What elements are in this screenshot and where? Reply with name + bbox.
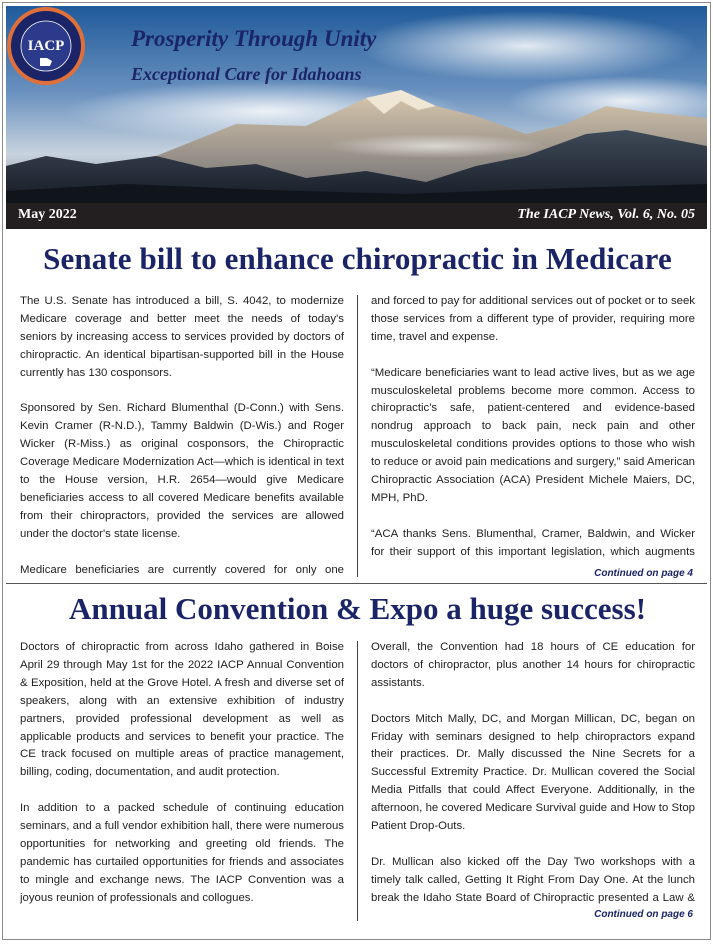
- article-1-headline: Senate bill to enhance chiropractic in Medicare: [43, 241, 672, 276]
- issue-info: [517, 207, 695, 223]
- article-2-column-2: [371, 639, 695, 909]
- column-divider: [357, 641, 358, 921]
- article-2-column-1: [20, 639, 344, 925]
- masthead-banner: [6, 6, 707, 203]
- paragraph: Medicare beneficiaries are currently covered for only one: [20, 563, 344, 576]
- issue-date: May 2022: [18, 207, 77, 222]
- paragraph: “ACA thanks Sens. Blumenthal, Cramer, Baldwin, and Wicker for their support of this important legislation, which augments: [371, 527, 695, 558]
- issue-date-bar: [6, 203, 707, 229]
- paragraph: Doctors Mitch Mally, DC, and Morgan Millican, DC, began on Friday with seminars designed to help chiropractors expand their practices. Dr. Mally discussed the Nine Secrets for a Successful Extremity Practice. Dr. Mullican covered the Social Media Pitfalls that could Affect Everyone. Additionally, in the afternoon, he covered Medicare Survival guide and How to Stop Patient Drop-Outs.: [371, 712, 695, 833]
- article-1-continued-link[interactable]: Continued on page 4: [594, 568, 693, 579]
- article-1-column-2: [371, 293, 695, 563]
- paragraph: Overall, the Convention had 18 hours of CE education for doctors of chiropractor, plus another 14 hours for chiropractic assistants.: [371, 641, 695, 689]
- paragraph: “Medicare beneficiaries want to lead active lives, but as we age musculoskeletal problems become more common. Access to chiropractic's safe, patient-centered and evidence-based nondrug approach to back pain, neck pain and other musculoskeletal conditions provides options to those who wish to reduce or avoid pain medications and surgery,” said American Chiropractic Association (ACA) President Michele Maiers, DC, MPH, PhD.: [371, 366, 695, 504]
- paragraph: In addition to a packed schedule of continuing education seminars, and a full vendor exhibition hall, there were numerous opportunities for networking and greeting old friends. The pandemic has curtailed opportunities for friends and associates to mingle and exchange news. The IACP Convention was a joyous reunion of professionals and collogues.: [20, 802, 344, 904]
- paragraph: Dr. Mullican also kicked off the Day Two workshops with a timely talk called, Getting It Right From Day One. At the lunch break the Idaho State Board of Chiropractic presented a Law &: [371, 855, 695, 904]
- article-1-column-1: [20, 293, 344, 581]
- masthead-tagline-primary: Prosperity Through Unity: [131, 26, 377, 51]
- publication-name: The IACP News: [517, 207, 611, 222]
- logo-text: IACP: [27, 38, 65, 54]
- paragraph: The U.S. Senate has introduced a bill, S. 4042, to modernize Medicare coverage and better meet the needs of today's seniors by increasing access to services provided by doctors of chiropractic. An identical bipartisan-supported bill in the House currently has 130 cosponsors.: [20, 295, 344, 379]
- column-divider: [357, 295, 358, 577]
- newsletter-page: [2, 2, 711, 940]
- paragraph: and forced to pay for additional services out of pocket or to seek those services from a different type of provider, requiring more time, travel and expense.: [371, 295, 695, 343]
- article-2-continued-link[interactable]: Continued on page 6: [594, 909, 693, 920]
- iacp-logo: [6, 6, 86, 86]
- volume-number: , Vol. 6, No. 05: [610, 207, 695, 222]
- masthead-tagline-secondary: Exceptional Care for Idahoans: [131, 64, 362, 84]
- paragraph: Doctors of chiropractic from across Idaho gathered in Boise April 29 through May 1st for the 2022 IACP Annual Convention & Exposition, held at the Grove Hotel. A fresh and diverse set of speakers, along with an extensive exhibition of industry partners, provided professional development as well as applicable products and services to benefit your practice. The CE track focused on multiple areas of practice management, billing, coding, documentation, and audit protection.: [20, 641, 344, 779]
- article-2-headline: Annual Convention & Expo a huge success!: [68, 591, 647, 626]
- paragraph: Sponsored by Sen. Richard Blumenthal (D-Conn.) with Sens. Kevin Cramer (R-N.D.), Tammy Baldwin (D-Wis.) and Roger Wicker (R-Miss.) as original cosponsors, the Chiropractic Coverage Medicare Modernization Act—which is identical in text to the House version, H.R. 2654—would give Medicare beneficiaries access to all covered Medicare benefits available from their chiropractors, provided the services are allowed under the doctor's state license.: [20, 402, 344, 540]
- article-separator: [6, 583, 707, 584]
